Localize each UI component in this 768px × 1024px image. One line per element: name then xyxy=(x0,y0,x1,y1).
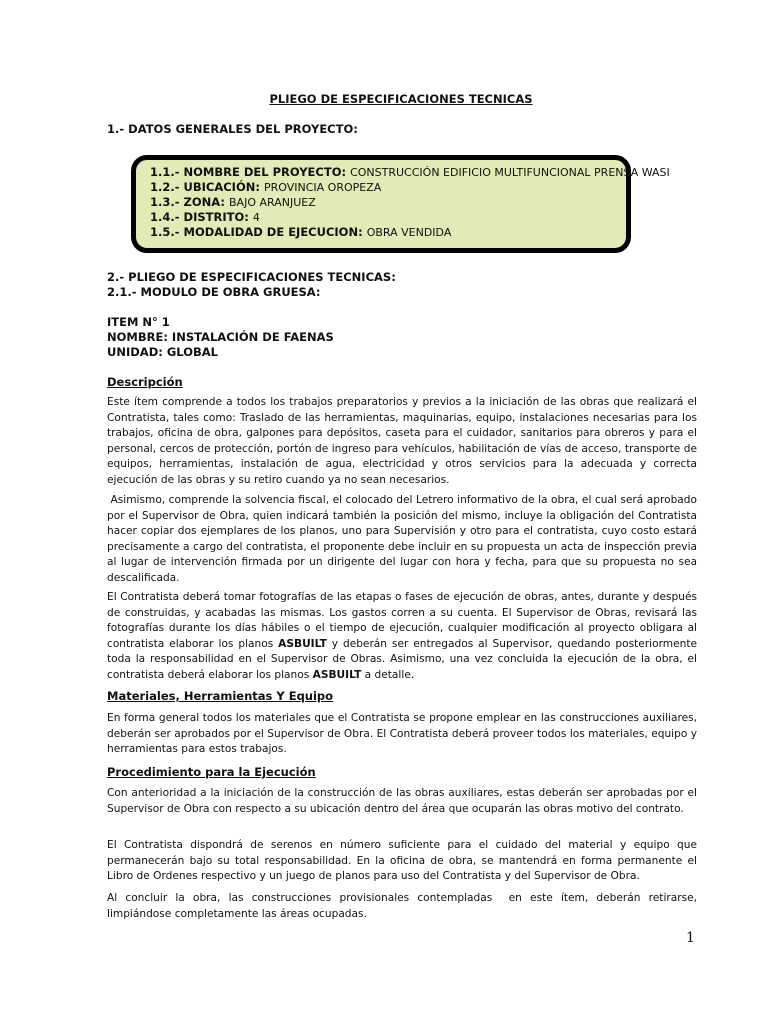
project-zone-label: 1.3.- ZONA: xyxy=(150,195,225,209)
project-modality-value: OBRA VENDIDA xyxy=(366,226,452,239)
project-name-label: 1.1.- NOMBRE DEL PROYECTO: xyxy=(150,165,347,179)
description-paragraph-3 xyxy=(107,590,697,684)
project-district-label: 1.4.- DISTRITO: xyxy=(150,210,249,224)
item-number: ITEM N° 1 xyxy=(107,315,170,329)
description-paragraph-1: Este ítem comprende a todos los trabajos preparatorios y previos a la iniciación de las obras que realizará el Contratista, tales como: Traslado de las herramientas, maquinarias, equipo, instalaciones necesarias para los trabajos, oficina de obra, galpones para depósitos, caseta para el cuidador, sanitarios para obreros y para el personal, cercos de protección, portón de ingreso para vehículos, habilitación de vías de acceso, transporte de equipos, herramientas, instalación de agua, electricidad y otros servicios para la adecuada y correcta ejecución de las obras y su retiro cuando ya no sean necesarios. xyxy=(107,396,697,486)
description-paragraph-3-part-3: a detalle. xyxy=(361,668,415,681)
project-district-value: 4 xyxy=(252,211,260,224)
section-2-1-heading: 2.1.- MODULO DE OBRA GRUESA: xyxy=(107,285,321,299)
project-location-value: PROVINCIA OROPEZA xyxy=(263,181,382,194)
project-location-label: 1.2.- UBICACIÓN: xyxy=(150,180,260,194)
section-2-heading: 2.- PLIEGO DE ESPECIFICACIONES TECNICAS: xyxy=(107,270,396,284)
procedure-paragraph-1: Con anterioridad a la iniciación de la construcción de las obras auxiliares, estas deberán ser aprobadas por el Supervisor de Obra con respecto a su ubicación dentro del área que ocuparán las obras motivo del contrato. xyxy=(107,787,697,815)
item-unit: UNIDAD: GLOBAL xyxy=(107,345,218,359)
project-modality-label: 1.5.- MODALIDAD DE EJECUCION: xyxy=(150,225,363,239)
project-zone-value: BAJO ARANJUEZ xyxy=(229,196,316,209)
asbuilt-term: ASBUILT xyxy=(312,668,362,681)
procedure-heading: Procedimiento para la Ejecución xyxy=(107,765,316,779)
project-modality-line xyxy=(150,225,451,239)
project-name-value: CONSTRUCCIÓN EDIFICIO MULTIFUNCIONAL PRENSA WASI xyxy=(350,166,670,179)
procedure-paragraph-2: El Contratista dispondrá de serenos en número suficiente para el cuidado del material y equipo que permanecerán bajo su total responsabilidad. En la oficina de obra, se mantendrá en forma permanente el Libro de Ordenes respectivo y un juego de planos para uso del Contratista y del Supervisor de Obra. xyxy=(107,839,697,883)
project-district-line xyxy=(150,210,260,224)
project-zone-line xyxy=(150,195,316,209)
document-title: PLIEGO DE ESPECIFICACIONES TECNICAS xyxy=(269,92,533,106)
description-paragraph-2: Asimismo, comprende la solvencia fiscal, el colocado del Letrero informativo de la obra, el cual será aprobado por el Supervisor de Obra, quien indicará también la posición del mismo, incluye la obligación del Contratista hacer copiar dos ejemplares de los planos, uno para Supervisión y otro para el contratista, cuyo costo estará precisamente a cargo del contratista, el proponente debe incluir en su propuesta un acta de inspección previa al lugar de intervención firmada por un dirigente del lugar con hora y fecha, para que su propuesta no sea descalificada. xyxy=(107,494,701,584)
description-heading: Descripción xyxy=(107,375,183,389)
page-number: 1 xyxy=(686,930,695,946)
materials-heading: Materiales, Herramientas Y Equipo xyxy=(107,689,334,703)
asbuilt-term: ASBUILT xyxy=(278,637,327,650)
description-paragraph-3-part-2: y deberán ser entregados al Supervisor, quedando posteriormente toda la responsabilidad en el Supervisor de Obras. Asimismo, una vez concluida la ejecución de la obra, el contratista deberá elaborar los planos xyxy=(107,637,697,681)
materials-paragraph: En forma general todos los materiales que el Contratista se propone emplear en las construcciones auxiliares, deberán ser aprobados por el Supervisor de Obra. El Contratista deberá proveer todos los materiales, equipo y herramientas para estos trabajos. xyxy=(107,712,697,756)
procedure-paragraph-3: Al concluir la obra, las construcciones provisionales contempladas en este ítem, deberán retirarse, limpiándose completamente las áreas ocupadas. xyxy=(107,892,701,920)
project-location-line xyxy=(150,180,381,194)
description-paragraph-3-part-1: El Contratista deberá tomar fotografías de las etapas o fases de ejecución de obras, antes, durante y después de construidas, y acabadas las mismas. Los gastos corren a su cuenta. El Supervisor de Obras, revisará las fotografías durante los días hábiles o el tiempo de ejecución, cualquier modificación al proyecto obligara al contratista elaborar los planos xyxy=(107,591,697,650)
section-1-heading: 1.- DATOS GENERALES DEL PROYECTO: xyxy=(107,122,358,136)
item-name: NOMBRE: INSTALACIÓN DE FAENAS xyxy=(107,330,334,344)
project-name-line xyxy=(150,165,670,179)
